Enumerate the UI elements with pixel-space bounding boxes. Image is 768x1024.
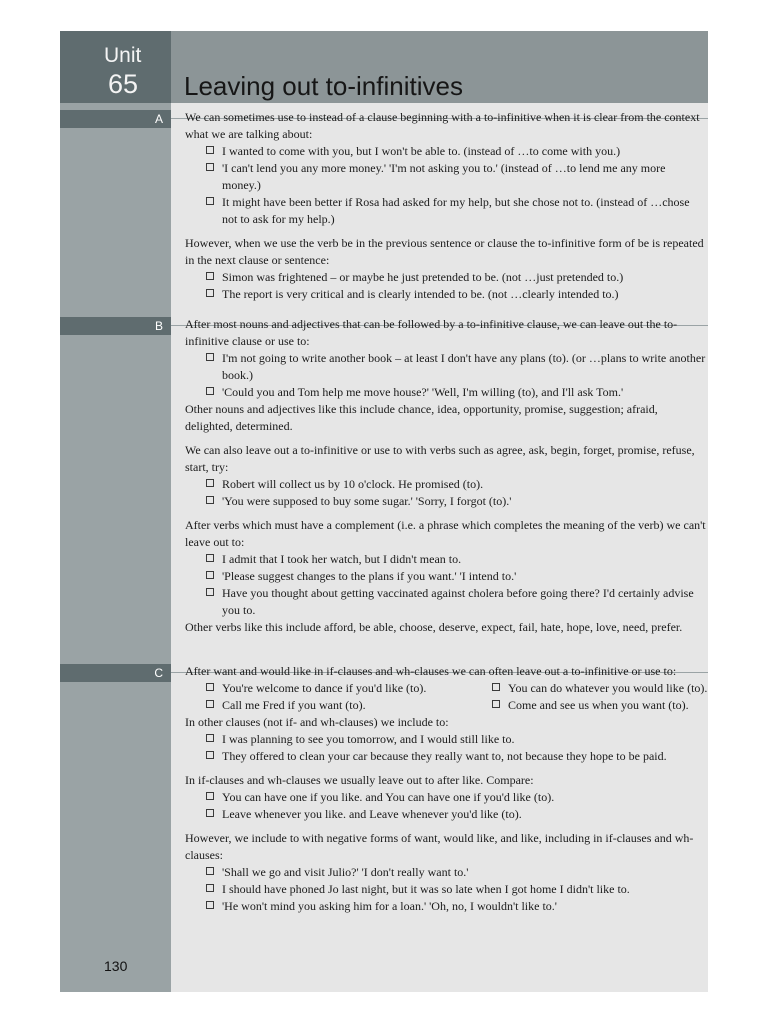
page-title: Leaving out to-infinitives [184, 71, 463, 101]
example-item [185, 697, 487, 714]
bullet-box-icon [206, 700, 214, 708]
bullet-box-icon [206, 884, 214, 892]
example-item [185, 680, 487, 697]
explanation-paragraph [185, 517, 707, 551]
explanation-paragraph [185, 442, 707, 476]
example-item [185, 898, 707, 915]
line-text: Other verbs like this include afford, be able, choose, deserve, expect, fail, hate, hope, love, need, prefer. [185, 620, 683, 634]
line-text: You can do whatever you would like (to). [508, 681, 707, 695]
example-item [185, 286, 707, 303]
bullet-box-icon [206, 289, 214, 297]
example-item [185, 789, 707, 806]
example-item [185, 350, 707, 384]
bullet-box-icon [206, 809, 214, 817]
explanation-paragraph [185, 663, 707, 680]
bullet-box-icon [206, 353, 214, 361]
unit-badge [60, 31, 171, 103]
example-item [185, 384, 707, 401]
line-text: Have you thought about getting vaccinated against cholera before going there? I'd certainly advise you to. [222, 586, 694, 617]
example-item [487, 680, 707, 697]
line-text: 'Please suggest changes to the plans if you want.' 'I intend to.' [222, 569, 517, 583]
line-text: However, when we use the verb be in the previous sentence or clause the to-infinitive form of be is repeated in the next clause or sentence: [185, 236, 704, 267]
line-text: I wanted to come with you, but I won't be able to. (instead of …to come with you.) [222, 144, 621, 158]
line-text: I was planning to see you tomorrow, and I would still like to. [222, 732, 515, 746]
section-c-content [185, 663, 707, 915]
bullet-box-icon [206, 792, 214, 800]
line-text: However, we include to with negative forms of want, would like, and like, including in if-clauses and wh-clauses: [185, 831, 694, 862]
line-text: You can have one if you like. and You can have one if you'd like (to). [222, 790, 555, 804]
section-label-a: A [60, 110, 171, 128]
bullet-box-icon [206, 479, 214, 487]
explanation-paragraph [185, 235, 707, 269]
explanation-paragraph [185, 401, 707, 435]
bullet-box-icon [206, 751, 214, 759]
line-text: In if-clauses and wh-clauses we usually leave out to after like. Compare: [185, 773, 534, 787]
bullet-box-icon [206, 554, 214, 562]
explanation-paragraph [185, 714, 707, 731]
unit-word: Unit [104, 44, 142, 67]
example-item [185, 881, 707, 898]
bullet-box-icon [206, 146, 214, 154]
bullet-box-icon [206, 163, 214, 171]
bullet-box-icon [206, 197, 214, 205]
bullet-box-icon [206, 901, 214, 909]
bullet-box-icon [206, 734, 214, 742]
example-pair [185, 680, 707, 697]
example-item [185, 551, 707, 568]
line-text: In other clauses (not if- and wh-clauses) we include to: [185, 715, 449, 729]
line-text: Come and see us when you want (to). [508, 698, 689, 712]
example-item [185, 160, 707, 194]
line-text: 'You were supposed to buy some sugar.' 'Sorry, I forgot (to).' [222, 494, 512, 508]
explanation-paragraph [185, 772, 707, 789]
explanation-paragraph [185, 316, 707, 350]
explanation-paragraph [185, 830, 707, 864]
line-text: 'Could you and Tom help me move house?' 'Well, I'm willing (to), and I'll ask Tom.' [222, 385, 624, 399]
bullet-box-icon [206, 588, 214, 596]
line-text: After verbs which must have a complement (i.e. a phrase which completes the meaning of the verb) we can't leave out to: [185, 518, 706, 549]
example-item [185, 493, 707, 510]
bullet-box-icon [206, 571, 214, 579]
example-item [185, 476, 707, 493]
example-item [185, 194, 707, 228]
line-text: The report is very critical and is clearly intended to be. (not …clearly intended to.) [222, 287, 619, 301]
bullet-box-icon [492, 700, 500, 708]
side-margin [60, 31, 171, 992]
line-text: It might have been better if Rosa had asked for my help, but she chose not to. (instead of …chose not to ask for my help.) [222, 195, 690, 226]
example-item [185, 585, 707, 619]
line-text: We can sometimes use to instead of a clause beginning with a to-infinitive when it is clear from the context what we are talking about: [185, 110, 700, 141]
example-pair [185, 697, 707, 714]
textbook-page [60, 31, 708, 992]
example-item [185, 568, 707, 585]
bullet-box-icon [206, 683, 214, 691]
line-text: I admit that I took her watch, but I didn't mean to. [222, 552, 462, 566]
line-text: After want and would like in if-clauses and wh-clauses we can often leave out a to-infinitive or use to: [185, 664, 677, 678]
bullet-box-icon [206, 387, 214, 395]
section-b-content [185, 316, 707, 636]
line-text: They offered to clean your car because they really want to, not because they hope to be paid. [222, 749, 667, 763]
line-text: Robert will collect us by 10 o'clock. He promised (to). [222, 477, 484, 491]
example-item [487, 697, 707, 714]
line-text: You're welcome to dance if you'd like (to). [222, 681, 427, 695]
line-text: I should have phoned Jo last night, but it was so late when I got home I didn't like to. [222, 882, 630, 896]
line-text: Leave whenever you like. and Leave whenever you'd like (to). [222, 807, 522, 821]
example-item [185, 143, 707, 160]
page-number: 130 [104, 958, 128, 974]
bullet-box-icon [492, 683, 500, 691]
explanation-paragraph [185, 619, 707, 636]
line-text: 'Shall we go and visit Julio?' 'I don't really want to.' [222, 865, 469, 879]
line-text: Call me Fred if you want (to). [222, 698, 366, 712]
example-item [185, 864, 707, 881]
line-text: After most nouns and adjectives that can be followed by a to-infinitive clause, we can leave out the to-infinitive clause or use to: [185, 317, 678, 348]
bullet-box-icon [206, 867, 214, 875]
section-label-b: B [60, 317, 171, 335]
unit-number: 65 [108, 69, 139, 99]
line-text: 'He won't mind you asking him for a loan.' 'Oh, no, I wouldn't like to.' [222, 899, 557, 913]
bullet-box-icon [206, 272, 214, 280]
example-item [185, 731, 707, 748]
line-text: We can also leave out a to-infinitive or use to with verbs such as agree, ask, begin, forget, promise, refuse, start, try: [185, 443, 695, 474]
line-text: Other nouns and adjectives like this include chance, idea, opportunity, promise, suggestion; afraid, delighted, determined. [185, 402, 658, 433]
line-text: Simon was frightened – or maybe he just pretended to be. (not …just pretended to.) [222, 270, 624, 284]
section-label-c: C [60, 664, 171, 682]
explanation-paragraph [185, 109, 707, 143]
example-item [185, 806, 707, 823]
line-text: 'I can't lend you any more money.' 'I'm not asking you to.' (instead of …to lend me any more money.) [222, 161, 666, 192]
line-text: I'm not going to write another book – at least I don't have any plans (to). (or …plans to write another book.) [222, 351, 706, 382]
section-a-content [185, 109, 707, 303]
example-item [185, 748, 707, 765]
example-item [185, 269, 707, 286]
bullet-box-icon [206, 496, 214, 504]
